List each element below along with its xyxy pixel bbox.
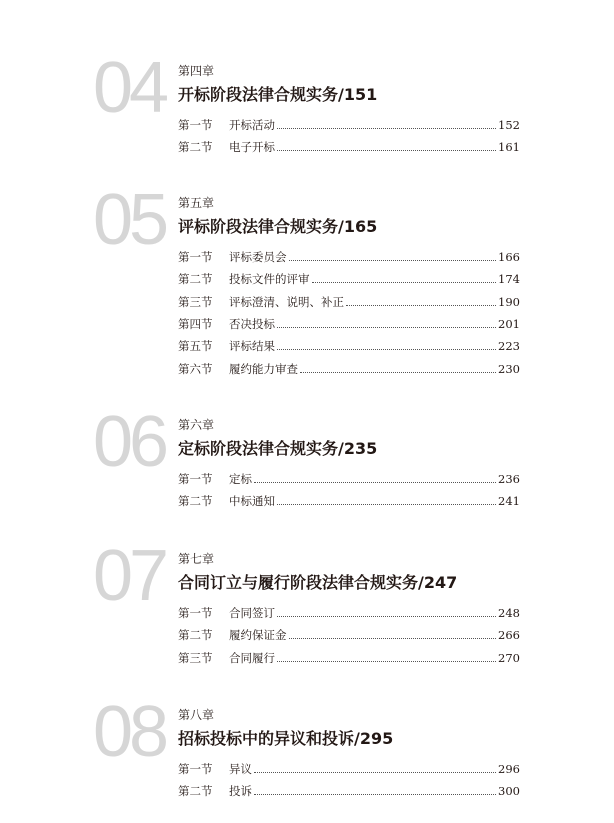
section-number: 第四节 (178, 317, 213, 332)
dot-leader (300, 371, 496, 373)
chapter-number-large: 04 (93, 48, 166, 128)
section-list (178, 246, 520, 380)
section-number: 第一节 (178, 762, 213, 777)
toc-entry[interactable] (178, 268, 520, 290)
chapter-number-large: 05 (93, 180, 166, 260)
page-number: 300 (498, 784, 520, 799)
chapter-number-large: 06 (93, 402, 166, 482)
section-number: 第六节 (178, 361, 213, 376)
page-number: 270 (498, 650, 520, 665)
section-title: 评标澄清、说明、补正 (229, 294, 344, 309)
page-number: 223 (498, 339, 520, 354)
toc-entry[interactable] (178, 602, 520, 624)
dot-leader (289, 259, 497, 261)
page-number: 152 (498, 118, 520, 133)
section-number: 第一节 (178, 472, 213, 487)
dot-leader (277, 503, 496, 505)
section-number: 第三节 (178, 294, 213, 309)
section-number: 第一节 (178, 118, 213, 133)
toc-entry[interactable] (178, 468, 520, 490)
dot-leader (346, 304, 496, 306)
chapter-title[interactable]: 评标阶段法律合规实务/165 (178, 217, 378, 236)
dot-leader (277, 127, 496, 129)
section-title: 合同履行 (229, 650, 275, 665)
page-number: 248 (498, 606, 520, 621)
page-number: 241 (498, 494, 520, 509)
toc-entry[interactable] (178, 114, 520, 136)
toc-entry[interactable] (178, 357, 520, 379)
chapter-title[interactable]: 合同订立与履行阶段法律合规实务/247 (178, 573, 458, 592)
chapter-title[interactable]: 开标阶段法律合规实务/151 (178, 85, 378, 104)
section-number: 第一节 (178, 250, 213, 265)
page-number: 190 (498, 294, 520, 309)
chapter-label: 第七章 (178, 552, 215, 566)
toc-entry[interactable] (178, 246, 520, 268)
chapter-title[interactable]: 定标阶段法律合规实务/235 (178, 439, 378, 458)
dot-leader (277, 149, 496, 151)
chapter-label: 第五章 (178, 196, 215, 210)
section-list (178, 114, 520, 159)
toc-entry[interactable] (178, 647, 520, 669)
section-title: 投诉 (229, 784, 252, 799)
dot-leader (254, 793, 496, 795)
page-number: 161 (498, 140, 520, 155)
section-title: 评标委员会 (229, 250, 287, 265)
page-number: 236 (498, 472, 520, 487)
section-list (178, 602, 520, 669)
section-list (178, 758, 520, 803)
dot-leader (277, 660, 496, 662)
toc-entry[interactable] (178, 758, 520, 780)
dot-leader (277, 615, 496, 617)
toc-entry[interactable] (178, 313, 520, 335)
section-number: 第二节 (178, 784, 213, 799)
page-number: 296 (498, 762, 520, 777)
toc-entry[interactable] (178, 291, 520, 313)
chapter-label: 第四章 (178, 64, 215, 78)
section-title: 评标结果 (229, 339, 275, 354)
chapter-label: 第六章 (178, 418, 215, 432)
page-number: 266 (498, 628, 520, 643)
section-number: 第二节 (178, 272, 213, 287)
toc-entry[interactable] (178, 624, 520, 646)
toc-entry[interactable] (178, 490, 520, 512)
page-number: 201 (498, 317, 520, 332)
toc-entry[interactable] (178, 335, 520, 357)
chapter-label: 第八章 (178, 708, 215, 722)
dot-leader (254, 481, 496, 483)
chapter-number-large: 07 (93, 536, 166, 616)
section-title: 中标通知 (229, 494, 275, 509)
section-number: 第二节 (178, 628, 213, 643)
section-number: 第二节 (178, 140, 213, 155)
toc-entry[interactable] (178, 136, 520, 158)
dot-leader (289, 637, 497, 639)
page-number: 230 (498, 361, 520, 376)
section-number: 第五节 (178, 339, 213, 354)
section-number: 第三节 (178, 650, 213, 665)
section-title: 否决投标 (229, 317, 275, 332)
chapter-title[interactable]: 招标投标中的异议和投诉/295 (178, 729, 394, 748)
page-number: 174 (498, 272, 520, 287)
dot-leader (277, 326, 496, 328)
chapter-number-large: 08 (93, 692, 166, 772)
section-title: 电子开标 (229, 140, 275, 155)
page-number: 166 (498, 250, 520, 265)
section-number: 第一节 (178, 606, 213, 621)
dot-leader (254, 771, 496, 773)
section-title: 定标 (229, 472, 252, 487)
section-list (178, 468, 520, 513)
dot-leader (277, 348, 496, 350)
section-title: 开标活动 (229, 118, 275, 133)
section-title: 异议 (229, 762, 252, 777)
section-title: 履约能力审查 (229, 361, 298, 376)
dot-leader (312, 281, 497, 283)
section-title: 投标文件的评审 (229, 272, 310, 287)
section-number: 第二节 (178, 494, 213, 509)
toc-entry[interactable] (178, 780, 520, 802)
section-title: 履约保证金 (229, 628, 287, 643)
section-title: 合同签订 (229, 606, 275, 621)
